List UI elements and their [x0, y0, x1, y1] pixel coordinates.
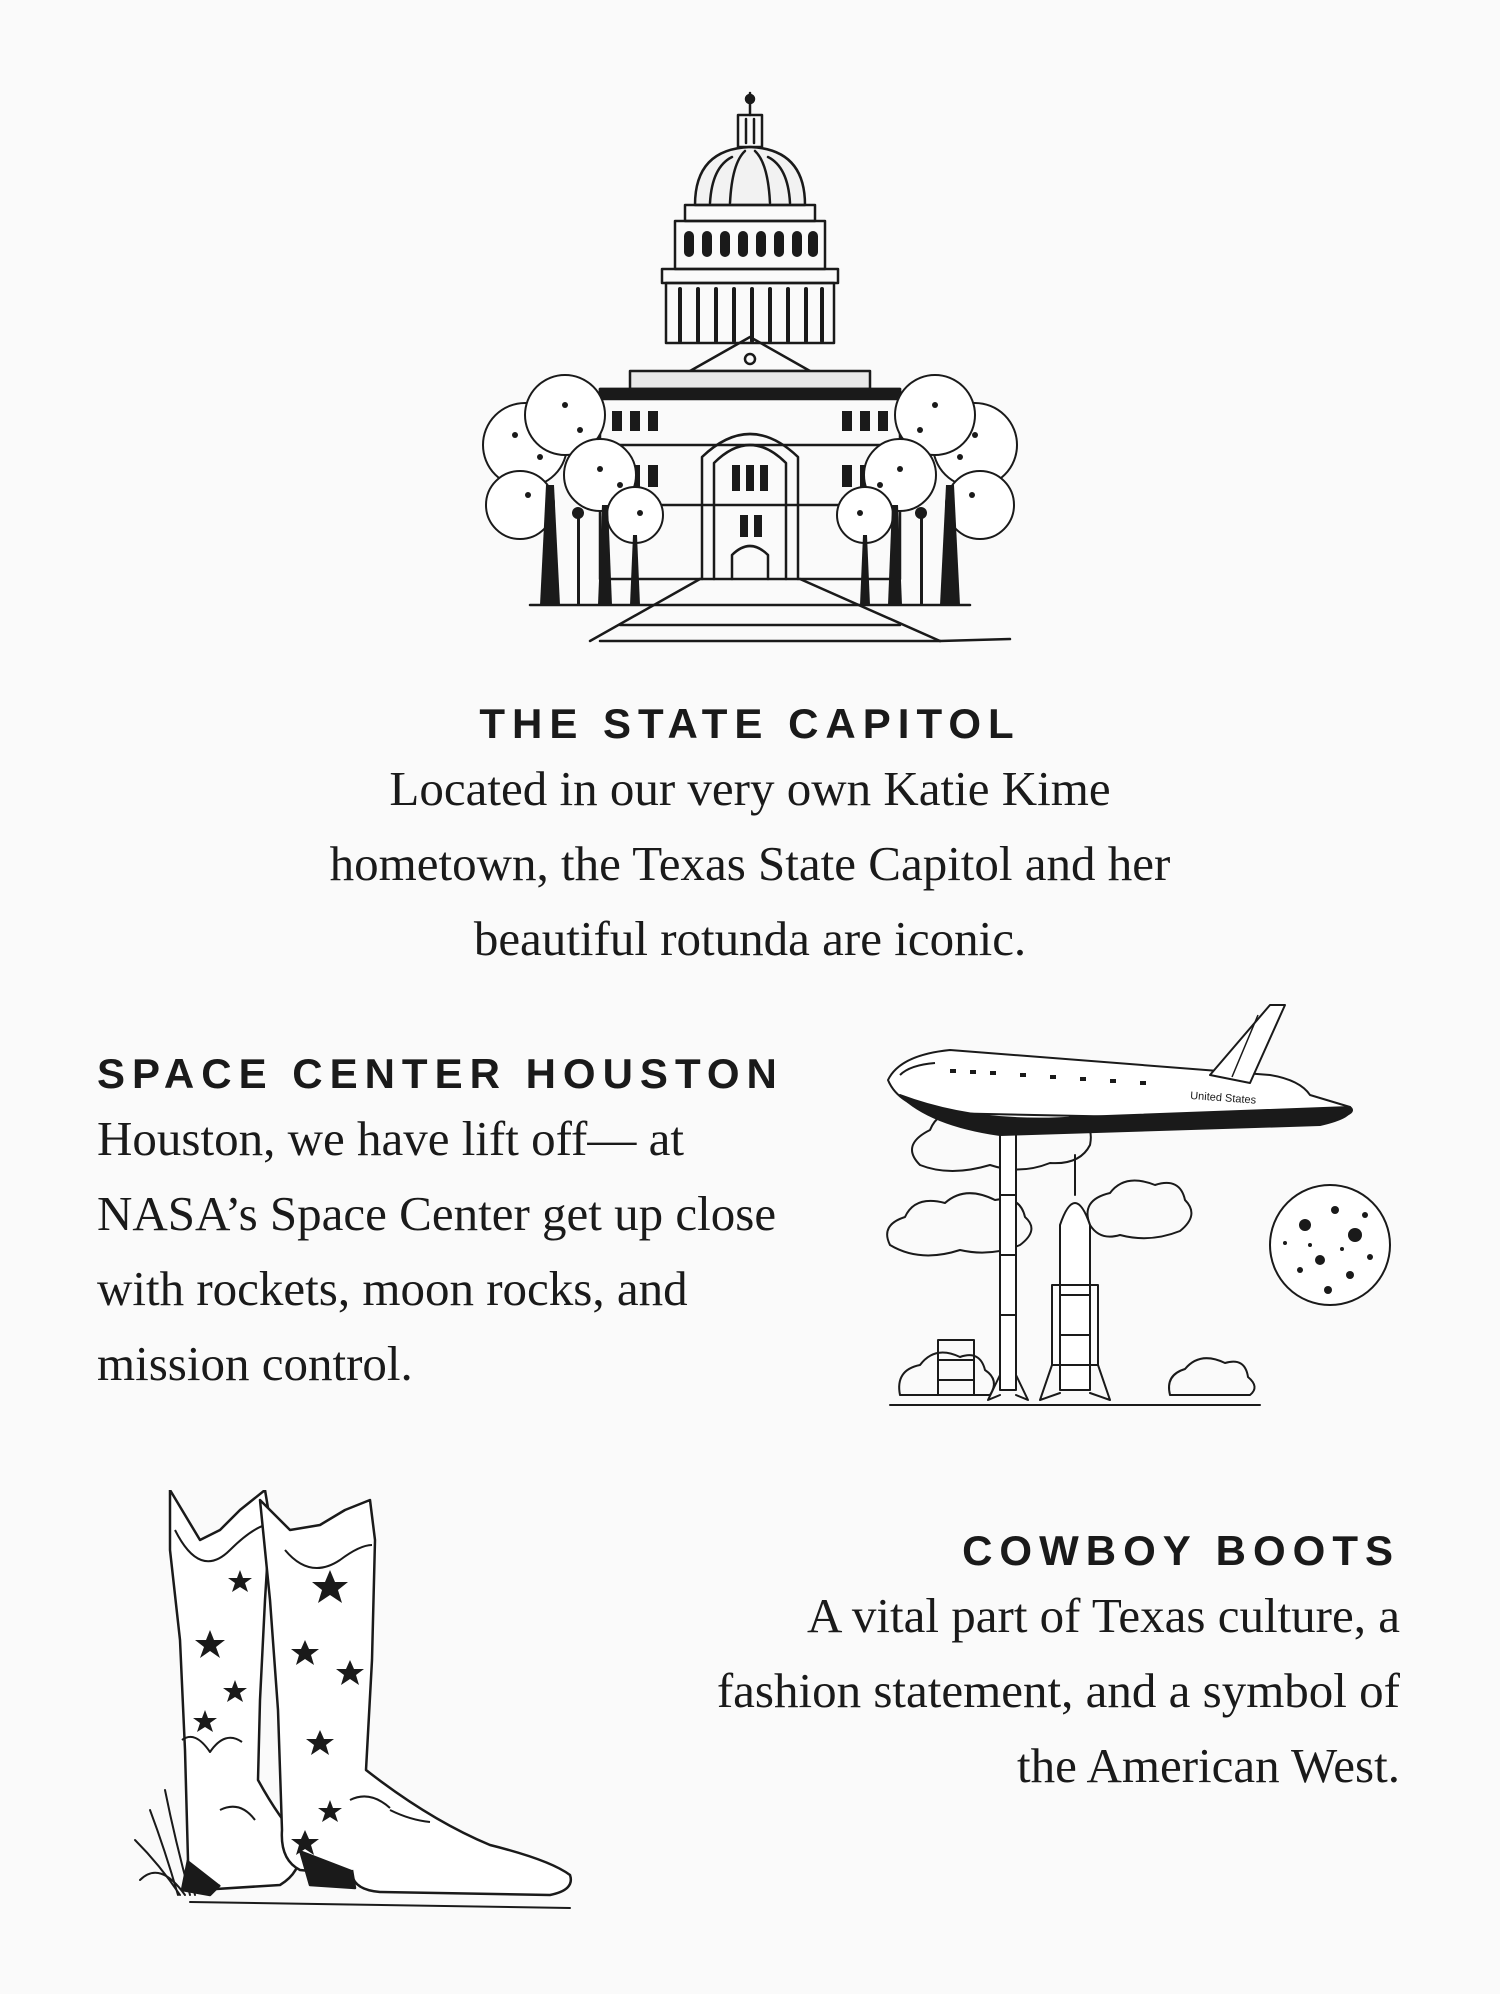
space-center-description-line: mission control.	[97, 1336, 413, 1391]
cowboy-boots-illustration	[130, 1490, 590, 1920]
shuttle-label: United States	[1189, 1090, 1257, 1107]
space-center-illustration	[880, 995, 1400, 1435]
space-center-description-line: with rockets, moon rocks, and	[97, 1261, 688, 1316]
cowboy-boots-heading: COWBOY BOOTS	[962, 1527, 1400, 1574]
cowboy-boots-description-line: A vital part of Texas culture, a	[806, 1588, 1400, 1643]
cowboy-boots-description	[717, 1578, 1400, 1803]
cowboy-boots-description-line: fashion statement, and a symbol of	[716, 1663, 1400, 1718]
capitol-heading: THE STATE CAPITOL	[479, 700, 1021, 747]
space-center-description-line: NASA’s Space Center get up close	[97, 1186, 777, 1241]
capitol-illustration	[470, 85, 1030, 665]
capitol-description	[0, 751, 1500, 976]
space-center-description-line: Houston, we have lift off— at	[97, 1111, 684, 1166]
cowboy-boots-description-line: the American West.	[1017, 1738, 1400, 1793]
capitol-description-line: beautiful rotunda are iconic.	[473, 911, 1027, 966]
capitol-description-line: Located in our very own Katie Kime	[389, 761, 1111, 816]
space-center-heading: SPACE CENTER HOUSTON	[97, 1050, 784, 1097]
capitol-description-line: hometown, the Texas State Capitol and her	[329, 836, 1171, 891]
space-center-description	[97, 1101, 776, 1401]
